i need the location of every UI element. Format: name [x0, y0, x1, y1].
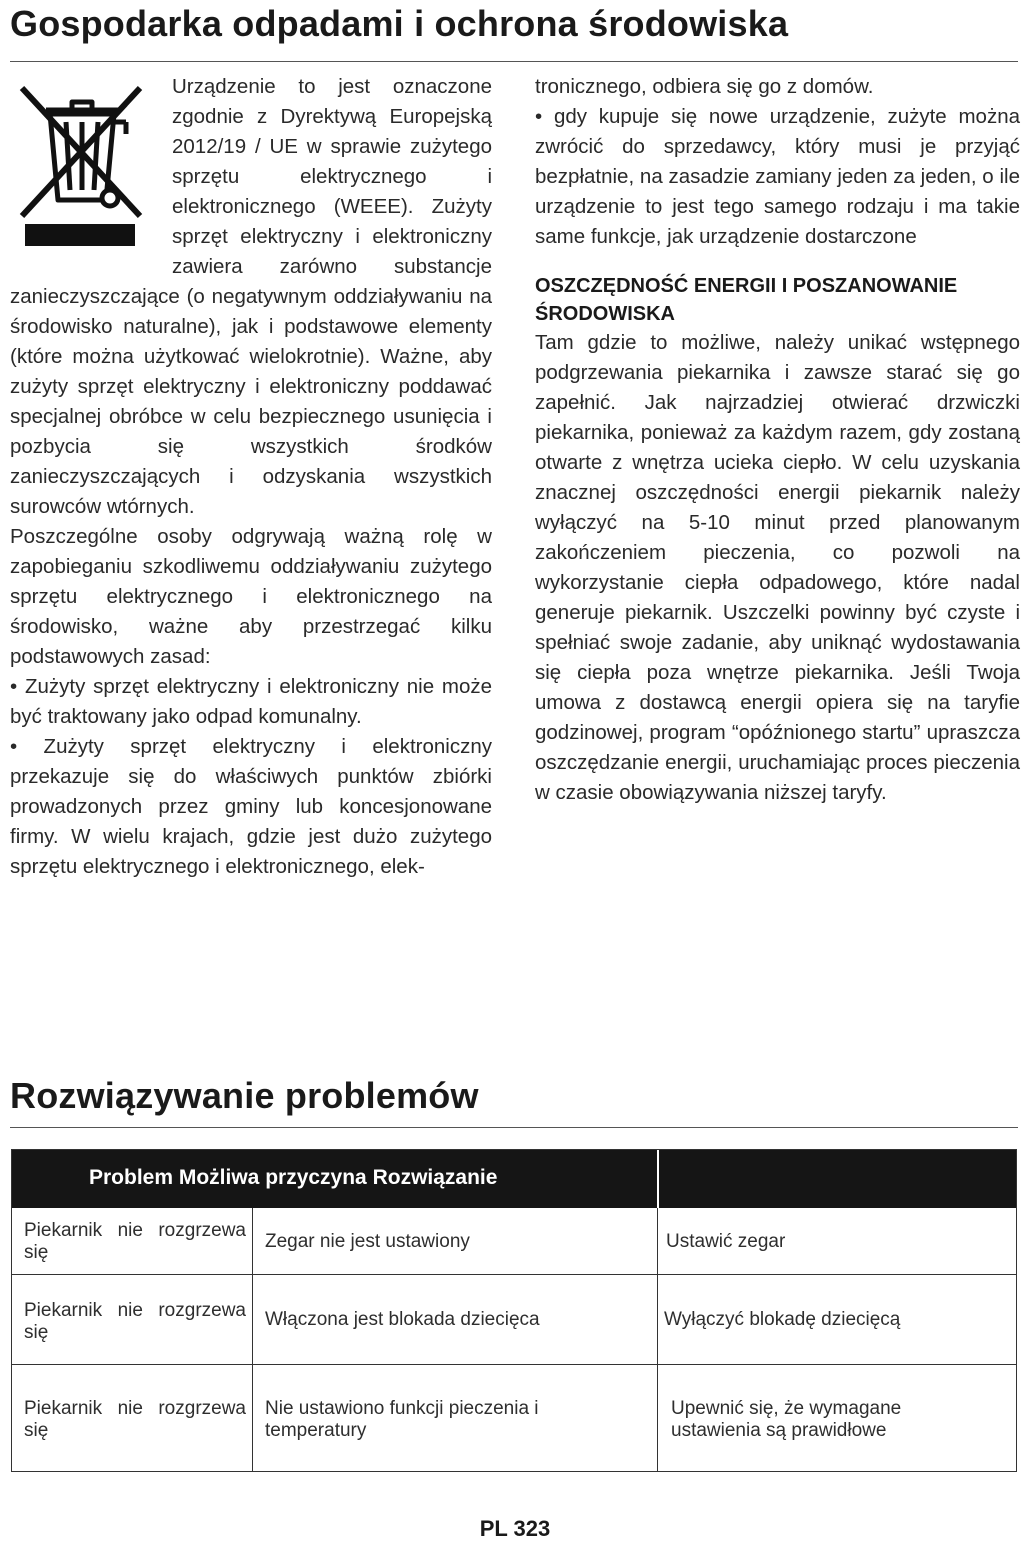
- table-row-3-cause: Nie ustawiono funkcji pieczenia i temperatury: [265, 1398, 539, 1441]
- table-row-1-cause: Zegar nie jest ustawiony: [265, 1231, 470, 1252]
- title-rule: [10, 61, 1018, 62]
- page-number: PL 323: [479, 1516, 551, 1541]
- energy-heading: OSZCZĘDNOŚĆ ENERGII I POSZANOWANIE ŚRODOWISKA: [535, 275, 958, 325]
- row-divider-2: [12, 1364, 1016, 1365]
- table-row-2-cause: Włączona jest blokada dziecięca: [265, 1309, 540, 1330]
- crossed-bin-icon: [16, 82, 146, 222]
- table-row-3-problem: Piekarnik nie rozgrzewa się: [24, 1398, 246, 1441]
- right-column: [535, 72, 1020, 808]
- title-rule-2: [10, 1127, 1018, 1128]
- col-divider-1: [252, 1208, 253, 1471]
- table-row-1-solution: Ustawić zegar: [666, 1231, 786, 1252]
- table-header-label: Problem Możliwa przyczyna Rozwiązanie: [89, 1166, 498, 1189]
- row-divider-1: [12, 1274, 1016, 1275]
- weee-bar: [25, 224, 135, 246]
- table-row-3-solution: Upewnić się, że wymagane ustawienia są prawidłowe: [671, 1398, 902, 1441]
- energy-text: Tam gdzie to możliwe, należy unikać wstępnego podgrzewania piekarnika i zawsze starać się go zapełnić. Jak najrzadziej otwierać drzwiczki piekarnika, ponieważ za każdym razem, gdy zostaną otwarte z wnętrza ucieka ciepło. W celu uzyskania znacznej oszczędności energii piekarnik należy wyłączyć na 5-10 minut przed planowanym zakończeniem pieczenia, co pozwoli na wykorzystanie ciepła odpadowego, które nadal generuje piekarnik. Uszczelki powinny być czyste i spełniać swoje zadanie, aby uniknąć wydostawania się ciepła poza wnętrze piekarnika. Jeśli Twoja umowa z dostawcą energii opiera się na taryfie godzinowej, program “opóźnionego startu” upraszcza oszczędzanie energii, uruchamiając proces pieczenia w czasie obowiązywania niższej taryfy.: [535, 331, 1020, 804]
- weee-intro-text: Urządzenie to jest oznaczone zgodnie z Dyrektywą Europejską 2012/19 / UE w sprawie zużytego sprzętu elektrycznego i elektronicznego (WEEE). Zużyty sprzęt elektryczny i elektroniczny zawiera zarówno substancje zanieczyszczające (o negatywnym oddziaływaniu na środowisko naturalne), jak i podstawowe elementy (które można użytkować wielokrotnie). Ważne, aby zużyty sprzęt elektryczny i elektroniczny poddawać specjalnej obróbce w celu bezpiecznego usunięcia i pozbycia się wszystkich środków zanieczyszczających i odzyskania wszystkich surowców wtórnych.: [10, 75, 492, 518]
- table-header: [12, 1150, 1016, 1208]
- table-row-2-problem: Piekarnik nie rozgrzewa się: [24, 1300, 246, 1343]
- bullet-municipal-waste: • Zużyty sprzęt elektryczny i elektroniczny nie może być traktowany jako odpad komunalny.: [10, 675, 492, 728]
- bullet-collection-points-cont: tronicznego, odbiera się go z domów.: [535, 75, 874, 98]
- troubleshooting-table: [11, 1149, 1017, 1472]
- table-row-1-problem: Piekarnik nie rozgrzewa się: [24, 1220, 246, 1263]
- weee-symbol: [10, 76, 160, 264]
- bullet-return-retailer: • gdy kupuje się nowe urządzenie, zużyte można zwrócić do sprzedawcy, który musi je przyjąć bezpłatnie, na zasadzie zamiany jeden za jeden, o ile urządzenie to jest tego samego rodzaju i ma takie same funkcje, jak urządzenie dostarczone: [535, 105, 1020, 248]
- bullet-collection-points: • Zużyty sprzęt elektryczny i elektroniczny przekazuje się do właściwych punktów zbiórki prowadzonych przez gminy lub koncesjonowane firmy. W wielu krajach, gdzie jest dużo zużytego sprzętu elektrycznego i elektronicznego, elek-: [10, 735, 492, 878]
- col-divider-2: [657, 1208, 658, 1471]
- section-title-waste: Gospodarka odpadami i ochrona środowiska: [10, 3, 789, 44]
- left-column: [10, 72, 492, 882]
- header-separator: [657, 1150, 659, 1208]
- table-row-2-solution: Wyłączyć blokadę dziecięcą: [664, 1309, 901, 1330]
- section-title-troubleshooting: Rozwiązywanie problemów: [10, 1075, 479, 1116]
- individual-role-text: Poszczególne osoby odgrywają ważną rolę w zapobieganiu szkodliwemu oddziaływaniu zużytego sprzętu elektrycznego i elektronicznego na środowisko, ważne aby przestrzegać kilku podstawowych zasad:: [10, 525, 492, 668]
